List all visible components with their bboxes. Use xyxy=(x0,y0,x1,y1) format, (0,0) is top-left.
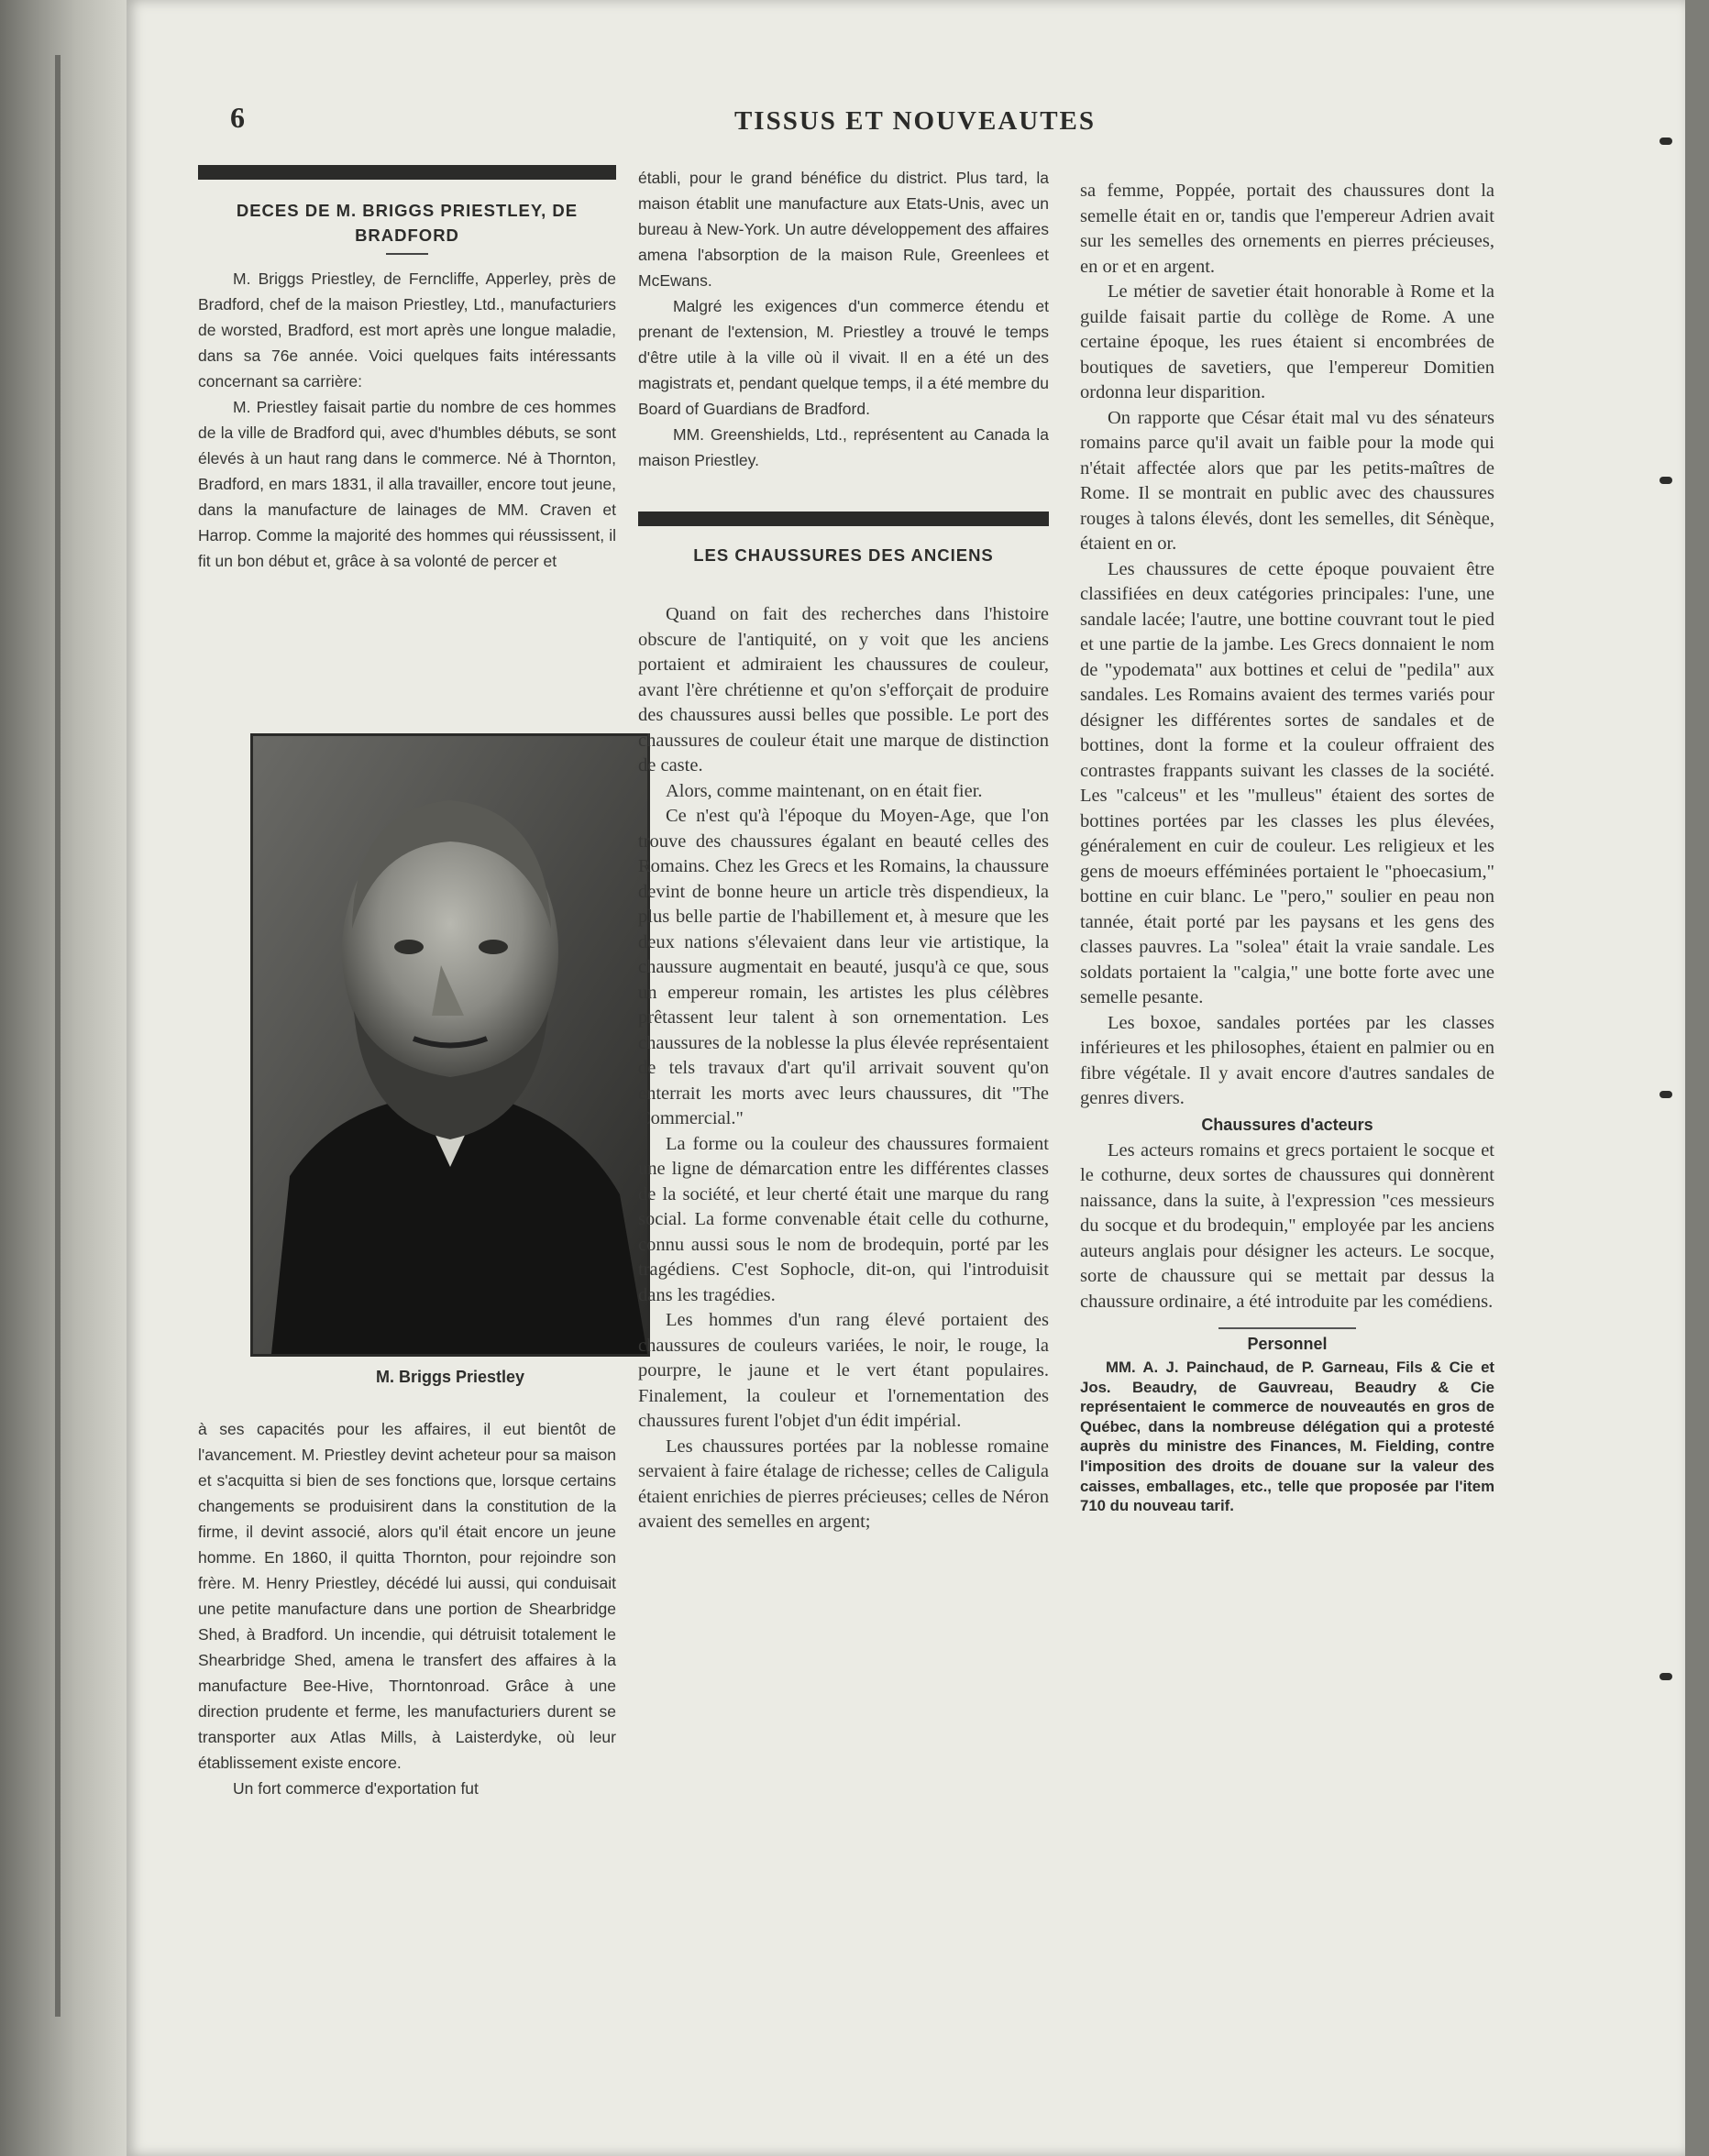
article-title-chaussures: LES CHAUSSURES DES ANCIENS xyxy=(693,545,994,565)
paragraph: M. Priestley faisait partie du nombre de ces hommes de la ville de Bradford qui, avec d'humbles débuts, se sont élevés à un haut rang dans le commerce. Né à Thornton, Bradford, en mars 1831, il alla travailler, encore tout jeune, dans la manufacture de lainages de MM. Craven et Harrop. Comme la majorité des hommes qui réussissent, il fit un bon début et, grâce à sa volonté de percer et xyxy=(198,398,616,570)
paragraph: M. Briggs Priestley, de Ferncliffe, Apperley, près de Bradford, chef de la maison Priestley, Ltd., manufacturiers de worsted, Bradford, est mort après une longue maladie, dans sa 76e année. Voici quelques faits intéressants concernant sa carrière: xyxy=(198,270,616,390)
portrait-photo xyxy=(250,733,650,1357)
binding-mark xyxy=(1659,477,1672,484)
binding-mark xyxy=(1659,1673,1672,1680)
paragraph: On rapporte que César était mal vu des sénateurs romains parce qu'il avait un faible pour la mode qui n'était affectée alors que par les petits-maîtres de Rome. Il se montrait en public avec des chaussures rouges à talons élevés, dont les semelles, dit Sénèque, étaient en or. xyxy=(1080,407,1494,554)
heading-rule xyxy=(198,165,616,180)
paragraph: Quand on fait des recherches dans l'histoire obscure de l'antiquité, on y voit que les anciens portaient et admiraient les chaussures de couleur, avant l'ère chrétienne et qu'on s'efforçait de produire des chaussures aussi belles que possible. Le port des chaussures de couleur était une marque de distinction de caste. xyxy=(638,604,1049,776)
newspaper-page xyxy=(127,0,1685,2156)
subheading-personnel: Personnel xyxy=(1247,1335,1328,1353)
subheading-chaussures-acteurs: Chaussures d'acteurs xyxy=(1201,1115,1373,1134)
paragraph: sa femme, Poppée, portait des chaussures dont la semelle était en or, tandis que l'empereur Adrien avait sur les semelles des ornements en pierres précieuses, en or et en argent. xyxy=(1080,181,1494,277)
running-title: TISSUS ET NOUVEAUTES xyxy=(733,106,1097,136)
chaussures-text xyxy=(638,602,1049,1535)
chaussures-text-continued xyxy=(1080,179,1494,1112)
right-page-edge xyxy=(1685,0,1709,2156)
personnel-text xyxy=(1080,1358,1494,1516)
section-divider xyxy=(1218,1327,1356,1329)
title-divider xyxy=(386,253,428,255)
book-binding xyxy=(0,0,128,2156)
heading-rule xyxy=(638,512,1049,526)
paragraph: établi, pour le grand bénéfice du district. Plus tard, la maison établit une manufacture aux Etats-Unis, avec un bureau à New-York. Un autre développement des affaires amena l'absorption de la maison Rule, Greenlees et McEwans. xyxy=(638,169,1049,290)
column-1-bottom xyxy=(198,1416,616,1801)
paragraph: Les acteurs romains et grecs portaient le socque et le cothurne, deux sortes de chaussures qui donnèrent naissance, dans la suite, à l'expression "ces messieurs du socque et du brodequin," employée par les anciens auteurs anglais pour désigner les acteurs. Le socque, sorte de chaussure qui se mettait par dessus la chaussure ordinaire, a été introduite par les comédiens. xyxy=(1080,1139,1494,1312)
binding-mark xyxy=(1659,1091,1672,1098)
paragraph: Malgré les exigences d'un commerce étendu et prenant de l'extension, M. Priestley a trouvé le temps d'être utile à la ville où il vivait. Il en a été un des magistrats et, pendant quelque temps, il a été membre du Board of Guardians de Bradford. xyxy=(638,297,1049,418)
paragraph: La forme ou la couleur des chaussures formaient une ligne de démarcation entre les différentes classes de la société, et leur cherté était une marque du rang social. La forme convenable était celle du cothurne, connu aussi sous le nom de brodequin, porté par les tragédiens. C'est Sophocle, dit-on, qui l'introduisit dans les tragédies. xyxy=(638,1133,1049,1305)
column-3 xyxy=(1080,179,1494,1516)
paragraph: Les chaussures portées par la noblesse romaine servaient à faire étalage de richesse; celles de Caligula étaient enrichies de pierres précieuses; celles de Néron avaient des semelles en argent; xyxy=(638,1436,1049,1532)
paragraph: Les hommes d'un rang élevé portaient des chaussures de couleurs variées, le noir, le rouge, la pourpre, le jaune et le vert étant populaires. Finalement, la couleur et l'ornementation des chaussures furent l'objet d'un édit impérial. xyxy=(638,1310,1049,1431)
paragraph: Le métier de savetier était honorable à Rome et la guilde faisait partie du collège de Rome. A une certaine époque, les rues étaient si encombrées de boutiques de savetiers, que l'empereur Domitien ordonna leur disparition. xyxy=(1080,281,1494,402)
article-title-priestley: DECES DE M. BRIGGS PRIESTLEY, DE BRADFORD xyxy=(236,201,579,245)
portrait-image xyxy=(253,736,647,1354)
paragraph: Les boxoe, sandales portées par les classes inférieures et les philosophes, étaient en palmier ou en fibre végétale. Il y avait encore d'autres sandales de genres divers. xyxy=(1080,1012,1494,1108)
paragraph: Un fort commerce d'exportation fut xyxy=(233,1779,479,1798)
column-1-top xyxy=(198,165,616,574)
paragraph: MM. A. J. Painchaud, de P. Garneau, Fils & Cie et Jos. Beaudry, de Gauvreau, Beaudry & Cie représentaient le commerce de nouveautés en gros de Québec, dans la nombreuse délégation qui a protesté auprès du ministre des Finances, M. Fielding, contre l'imposition des droits de douane sur la valeur des caisses, emballages, etc., telle que proposée par l'item 710 du nouveau tarif. xyxy=(1080,1358,1494,1515)
paragraph: Les chaussures de cette époque pouvaient être classifiées en deux catégories principales: l'une, une sandale lacée; l'autre, une bottine couvrant tout le pied et une partie de la jambe. Les Grecs donnaient le nom de "ypodemata" aux bottines et celui de "pedila" aux sandales. Les Romains avaient des termes variés pour désigner les différentes sortes de sandales et de bottines, dont la forme et la couleur offraient des contrastes frappants suivant les classes de la société. Les "calceus" et les "mulleus" étaient des sortes de bottines portées par les classes les plus élevées, généralement en cuir de couleur. Les religieux et les gens de moeurs efféminées portaient le "phoecasium," bottine en cuir blanc. Le "pero," soulier en peau non tannée, était porté par les paysans et les gens des classes pauvres. La "solea" était la vraie sandale. Les soldats portaient la "calgia," une botte forte avec une semelle pesante. xyxy=(1080,558,1494,1007)
priestley-continued xyxy=(638,165,1049,473)
paragraph: Alors, comme maintenant, on en était fier. xyxy=(666,780,983,801)
paragraph: Ce n'est qu'à l'époque du Moyen-Age, que l'on trouve des chaussures égalant en beauté celles des Romains. Chez les Grecs et les Romains, la chaussure devint de bonne heure un article très dispendieux, la plus belle partie de l'habillement et, à mesure que les deux nations s'élevaient dans leur vie artistique, la chaussure augmentait en beauté, jusqu'à ce que, sous un empereur romain, les artistes les plus célèbres prêtassent leur talent à son ornementation. Les chaussures de la noblesse la plus élevée représentaient de tels travaux d'art qu'il arrivait souvent qu'on enterrait les morts avec leurs chaussures, dit "The Commercial." xyxy=(638,806,1049,1128)
paragraph: à ses capacités pour les affaires, il eut bientôt de l'avancement. M. Priestley devint acheteur pour sa maison et s'acquitta si bien de ses fonctions que, lorsque certains changements se produisirent dans la constitution de la firme, il devint associé, alors qu'il était encore un jeune homme. En 1860, il quitta Thornton, pour rejoindre son frère. M. Henry Priestley, décédé lui aussi, qui conduisait une petite manufacture dans une portion de Shearbridge Shed, à Bradford. Un incendie, qui détruisit totalement le Shearbridge Shed, amena le transfert des affaires à la manufacture Bee-Hive, Thorntonroad. Grâce à une direction prudente et ferme, les manufacturiers durent se transporter aux Atlas Mills, à Laisterdyke, où leur établissement existe encore. xyxy=(198,1420,616,1772)
page-number: 6 xyxy=(230,101,245,134)
photo-caption: M. Briggs Priestley xyxy=(375,1368,525,1386)
binding-shadow xyxy=(55,55,61,2017)
column-2 xyxy=(638,165,1049,1535)
page-header xyxy=(127,101,1685,147)
acteurs-text xyxy=(1080,1138,1494,1315)
paragraph: MM. Greenshields, Ltd., représentent au Canada la maison Priestley. xyxy=(638,425,1049,469)
